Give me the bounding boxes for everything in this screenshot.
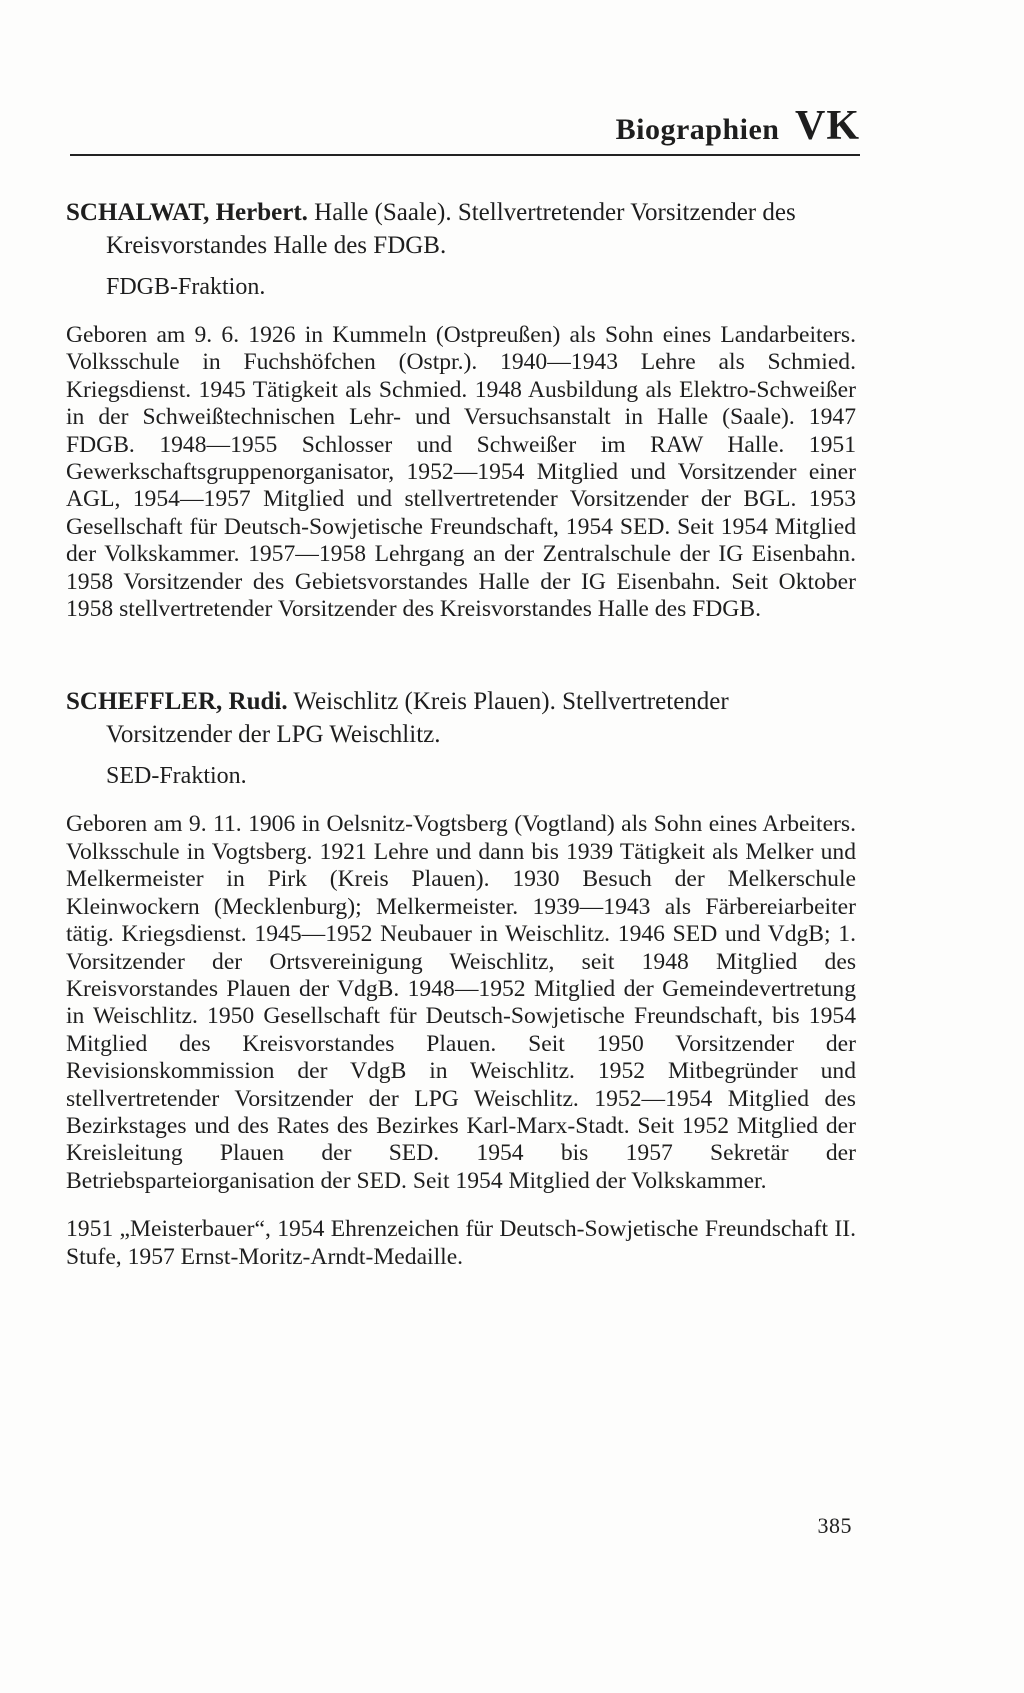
entry-biography: Geboren am 9. 11. 1906 in Oelsnitz-Vogtsberg (Vogtland) als Sohn eines Arbeiters. Volksschule in Vogtsberg. 1921 Lehre und dann bis 1939 Tätigkeit als Melker und Melkermeister in Pirk (Kreis Plauen). 1930 Besuch der Melkerschule Kleinwockern (Mecklenburg); Melkermeister. 1939—1943 als Färbereiarbeiter tätig. Kriegsdienst. 1945—1952 Neubauer in Weischlitz. 1946 SED und VdgB; 1. Vorsitzender der Ortsvereinigung Weischlitz, seit 1948 Mitglied des Kreisvorstandes Plauen der VdgB. 1948—1952 Mitglied der Gemeindevertretung in Weischlitz. 1950 Gesellschaft für Deutsch-Sowjetische Freundschaft, bis 1954 Mitglied des Kreisvorstandes Plauen. Seit 1950 Vorsitzender der Revisionskommission der VdgB in Weischlitz. 1952 Mitbegründer und stellvertretender Vorsitzender der LPG Weischlitz. 1952—1954 Mitglied des Bezirkstages und des Rates des Bezirkes Karl-Marx-Stadt. Seit 1952 Mitglied der Kreisleitung Plauen der SED. 1954 bis 1957 Sekretär der Betriebsparteiorganisation der SED. Seit 1954 Mitglied der Volkskammer.: [66, 811, 856, 1194]
entry-awards: 1951 „Meisterbauer“, 1954 Ehrenzeichen für Deutsch-Sowjetische Freundschaft II. Stufe, 1957 Ernst-Moritz-Arndt-Medaille.: [66, 1216, 856, 1271]
entry-biography: Geboren am 9. 6. 1926 in Kummeln (Ostpreußen) als Sohn eines Landarbeiters. Volksschule in Fuchshöfchen (Ostpr.). 1940—1943 Lehre als Schmied. Kriegsdienst. 1945 Tätigkeit als Schmied. 1948 Ausbildung als Elektro-Schweißer in der Schweißtechnischen Lehr- und Versuchsanstalt in Halle (Saale). 1947 FDGB. 1948—1955 Schlosser und Schweißer im RAW Halle. 1951 Gewerkschaftsgruppenorganisator, 1952—1954 Mitglied und Vorsitzender einer AGL, 1954—1957 Mitglied und stellvertretender Vorsitzender der BGL. 1953 Gesellschaft für Deutsch-Sowjetische Freundschaft, 1954 SED. Seit 1954 Mitglied der Volkskammer. 1957—1958 Lehrgang an der Zentralschule der IG Eisenbahn. 1958 Vorsitzender des Gebietsvorstandes Halle der IG Eisenbahn. Seit Oktober 1958 stellvertretender Vorsitzender des Kreisvorstandes Halle des FDGB.: [66, 322, 856, 623]
entry-name: SCHALWAT, Herbert.: [66, 199, 308, 226]
biography-entry-scheffler: [66, 685, 856, 1271]
page-content: [66, 196, 856, 1271]
biography-entry-schalwat: [66, 196, 856, 623]
header-section-word: Biographien: [615, 113, 780, 146]
header-section-abbrev: VK: [795, 103, 860, 149]
running-header-title: [616, 102, 860, 150]
entry-name: SCHEFFLER, Rudi.: [66, 688, 288, 716]
entry-faction: SED-Fraktion.: [106, 763, 247, 790]
entry-headline: [66, 685, 856, 751]
entry-position: Halle (Saale). Stellvertretender Vorsitzender des Kreisvorstandes Halle des FDGB.: [106, 199, 796, 259]
entry-position: Weischlitz (Kreis Plauen). Stellvertretender Vorsitzender der LPG Weischlitz.: [106, 688, 729, 749]
header-rule: [70, 154, 860, 156]
page-number: 385: [817, 1513, 852, 1538]
entry-headline: [66, 196, 856, 262]
entry-faction: FDGB-Fraktion.: [106, 274, 266, 300]
running-header: [70, 103, 860, 156]
